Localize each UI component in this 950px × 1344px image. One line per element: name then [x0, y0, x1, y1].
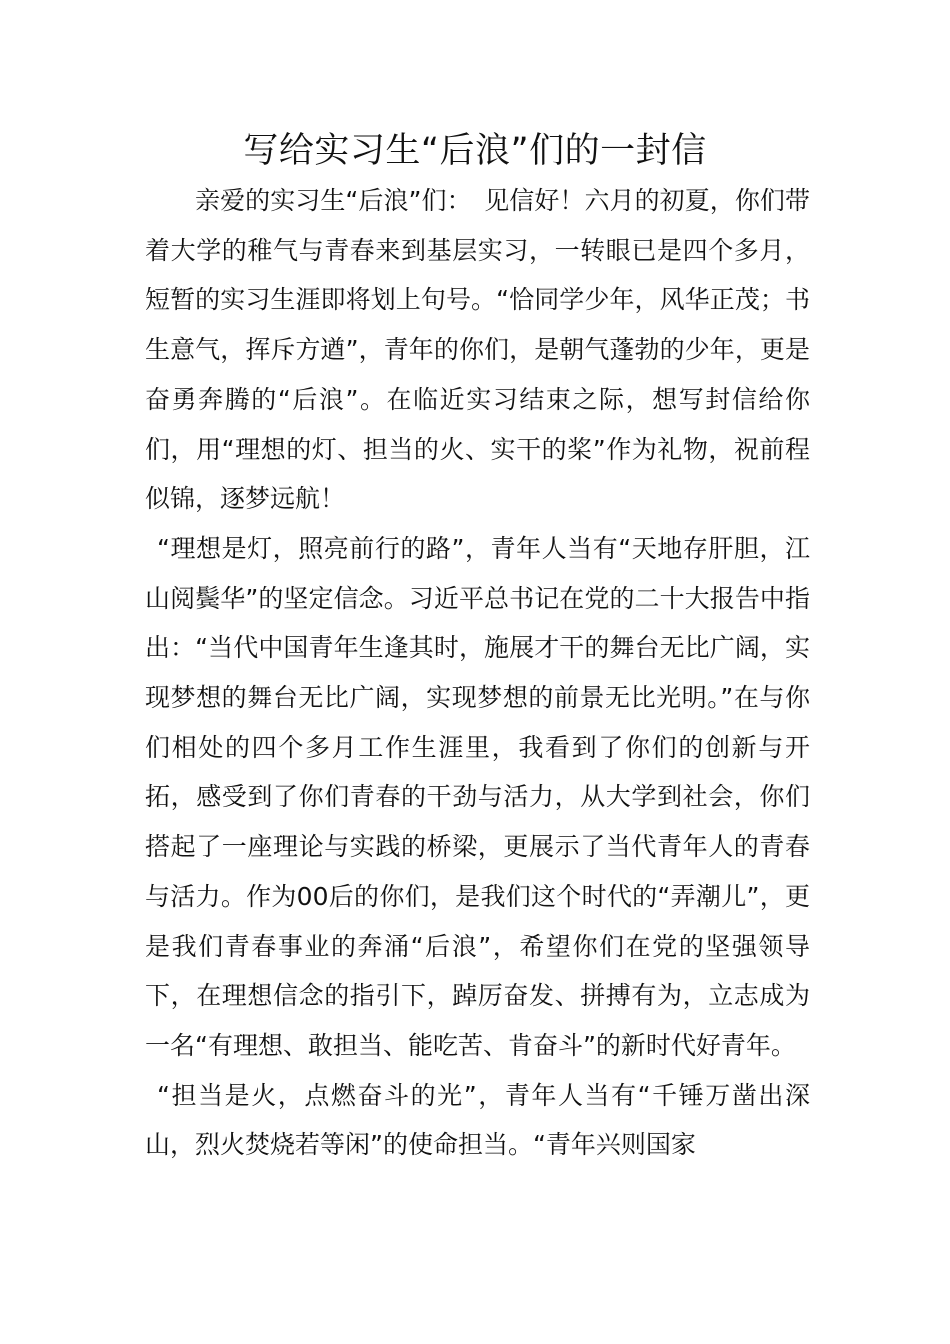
document-body — [145, 176, 810, 1170]
paragraph-greeting: 亲爱的实习生“后浪”们： 见信好！六月的初夏，你们带着大学的稚气与青春来到基层实习，一转眼已是四个多月，短暂的实习生涯即将划上句号。“恰同学少年，风华正茂；书生意气，挥斥方遒”，青年的你们，是朝气蓬勃的少年，更是奋勇奔腾的“后浪”。在临近实习结束之际，想写封信给你们，用“理想的灯、担当的火、实干的桨”作为礼物，祝前程似锦，逐梦远航！ — [145, 186, 810, 514]
document-title: 写给实习生“后浪”们的一封信 — [243, 131, 707, 171]
paragraph-responsibility: “担当是火，点燃奋斗的光”，青年人当有“千锤万凿出深山，烈火焚烧若等闲”的使命担当。“青年兴则国家 — [145, 1080, 810, 1160]
paragraph-ideal: “理想是灯，照亮前行的路”，青年人当有“天地存肝胆，江山阅鬓华”的坚定信念。习近平总书记在党的二十大报告中指出：“当代中国青年生逢其时，施展才干的舞台无比广阔，实现梦想的舞台无比广阔，实现梦想的前景无比光明。”在与你们相处的四个多月工作生涯里，我看到了你们的创新与开拓，感受到了你们青春的干劲与活力，从大学到社会，你们搭起了一座理论与实践的桥梁，更展示了当代青年人的青春与活力。作为00后的你们，是我们这个时代的“弄潮儿”，更是我们青春事业的奔涌“后浪”，希望你们在党的坚强领导下，在理想信念的指引下，踔厉奋发、拼搏有为，立志成为一名“有理想、敢担当、能吃苦、肯奋斗”的新时代好青年。 — [145, 533, 810, 1060]
